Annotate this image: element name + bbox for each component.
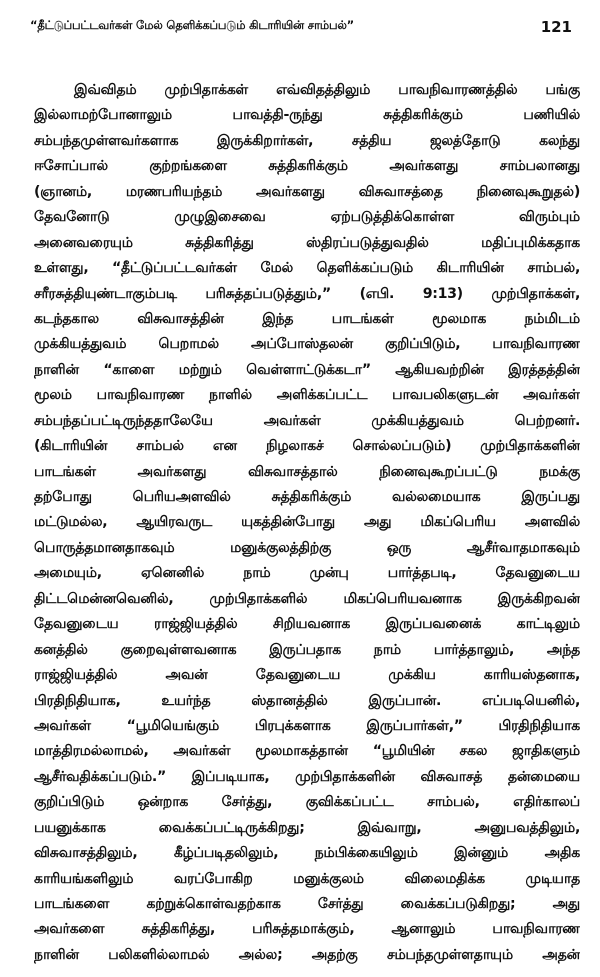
text-line: அமையும், ஏனெனில் நாம் முன்பு பார்த்தபடி, தேவனுடைய bbox=[34, 565, 580, 582]
text-line: தேவனோடு முழுஇசைவை ஏற்படுத்திக்கொள்ள விரும்பும் bbox=[34, 209, 580, 226]
page-header bbox=[30, 18, 572, 42]
text-line: மாத்திரமல்லாமல், அவர்கள் மூலமாகத்தான் “பூமியின் சகல ஜாதிகளும் bbox=[34, 743, 580, 760]
running-title: “தீட்டுப்பட்டவர்கள் மேல் தெளிக்கப்படும் கிடாரியின் சாம்பல்” bbox=[30, 18, 355, 32]
text-line: இல்லாமற்போனாலும் பாவத்தி-ருந்து சுத்திகரிக்கும் பணியில் bbox=[34, 107, 580, 124]
text-line: முக்கியத்துவம் பெறாமல் அப்போஸ்தலன் குறிப்பிடும், பாவநிவாரண bbox=[34, 336, 580, 353]
text-line: மட்டுமல்ல, ஆயிரவருட யுகத்தின்போது அது மிகப்பெரிய அளவில் bbox=[34, 514, 580, 531]
text-line: அனைவரையும் சுத்திகரித்து ஸ்திரப்படுத்துவதில் மதிப்புமிக்கதாக bbox=[34, 234, 580, 251]
text-line: அவர்களை சுத்திகரித்து, பரிசுத்தமாக்கும், ஆனாலும் பாவநிவாரண bbox=[34, 921, 580, 938]
page-number: 121 bbox=[540, 18, 572, 36]
text-line: சரீரசுத்தியுண்டாகும்படி பரிசுத்தப்படுத்தும்,” (எபி. 9:13) முற்பிதாக்கள், bbox=[34, 285, 580, 302]
text-line: பாடங்கள் அவர்களது விசுவாசத்தால் நினைவுகூறப்பட்டு நமக்கு bbox=[34, 463, 580, 480]
text-line: உள்ளது, “தீட்டுப்பட்டவர்கள் மேல் தெளிக்கப்படும் கிடாரியின் சாம்பல், bbox=[34, 260, 580, 277]
text-line: தற்போது பெரியஅளவில் சுத்திகரிக்கும் வல்லமையாக இருப்பது bbox=[34, 489, 580, 505]
text-line: பிரதிநிதியாக, உயர்ந்த ஸ்தானத்தில் இருப்பான். எப்படியெனில், bbox=[34, 692, 580, 709]
text-line: சம்பந்தமுள்ளவர்களாக இருக்கிறார்கள், சத்திய ஜலத்தோடு கலந்து bbox=[34, 132, 580, 149]
text-line: தேவனுடைய ராஜ்ஜியத்தில் சிறியவனாக இருப்பவனைக் காட்டிலும் bbox=[34, 616, 580, 633]
text-line: இவ்விதம் முற்பிதாக்கள் எவ்விதத்திலும் பாவநிவாரணத்தில் பங்கு bbox=[74, 82, 580, 98]
text-line: திட்டமென்னவெனில், முற்பிதாக்களில் மிகப்பெரியவனாக இருக்கிறவன் bbox=[34, 590, 580, 607]
text-line: நாளின் பலிகளில்லாமல் அல்ல; அதற்கு சம்பந்தமுள்ளதாயும் அதன் bbox=[34, 946, 580, 963]
text-line: ராஜ்ஜியத்தில் அவன் தேவனுடைய முக்கிய காரியஸ்தனாக, bbox=[34, 667, 580, 684]
text-line: நாளின் “காளை மற்றும் வெள்ளாட்டுக்கடா” ஆகியவற்றின் இரத்தத்தின் bbox=[34, 361, 580, 378]
text-line: மூலம் பாவநிவாரண நாளில் அளிக்கப்பட்ட பாவபலிகளுடன் அவர்கள் bbox=[34, 387, 580, 404]
text-line: கடந்தகால விசுவாசத்தின் இந்த பாடங்கள் மூலமாக நம்மிடம் bbox=[34, 310, 580, 327]
text-line: பொருத்தமானதாகவும் மனுக்குலத்திற்கு ஒரு ஆசீர்வாதமாகவும் bbox=[34, 539, 580, 556]
body-text bbox=[34, 78, 580, 968]
text-line: கனத்தில் குறைவுள்ளவனாக இருப்பதாக நாம் பார்த்தாலும், அந்த bbox=[34, 641, 580, 658]
text-line: ஈசோப்பால் குற்றங்களை சுத்திகரிக்கும் அவர்களது சாம்பலானது bbox=[34, 158, 580, 175]
text-line: விசுவாசத்திலும், கீழ்ப்படிதலிலும், நம்பிக்கையிலும் இன்னும் அதிக bbox=[34, 845, 580, 862]
text-line: பாடங்களை கற்றுக்கொள்வதற்காக சேர்த்து வைக்கப்படுகிறது; அது bbox=[34, 896, 580, 912]
text-line: (ஞானம், மரணபரியந்தம் அவர்களது விசுவாசத்தை நினைவுகூறுதல்) bbox=[34, 183, 580, 200]
text-line: பயனுக்காக வைக்கப்பட்டிருக்கிறது; இவ்வாறு, அனுபவத்திலும், bbox=[34, 819, 580, 836]
text-line: (கிடாரியின் சாம்பல் என நிழலாகச் சொல்லப்படும்) முற்பிதாக்களின் bbox=[34, 438, 580, 455]
text-line: குறிப்பிடும் ஒன்றாக சேர்த்து, குவிக்கப்பட்ட சாம்பல், எதிர்காலப் bbox=[34, 794, 580, 811]
text-line: காரியங்களிலும் வரப்போகிற மனுக்குலம் விலைமதிக்க முடியாத bbox=[34, 870, 580, 887]
text-line: அவர்கள் “பூமியெங்கும் பிரபுக்களாக இருப்பார்கள்,” பிரதிநிதியாக bbox=[34, 717, 580, 734]
text-line: சம்பந்தப்பட்டிருந்ததாலேயே அவர்கள் முக்கியத்துவம் பெற்றனர். bbox=[34, 412, 580, 429]
text-line: ஆசீர்வதிக்கப்படும்.” இப்படியாக, முற்பிதாக்களின் விசுவாசத் தன்மையை bbox=[34, 768, 580, 785]
